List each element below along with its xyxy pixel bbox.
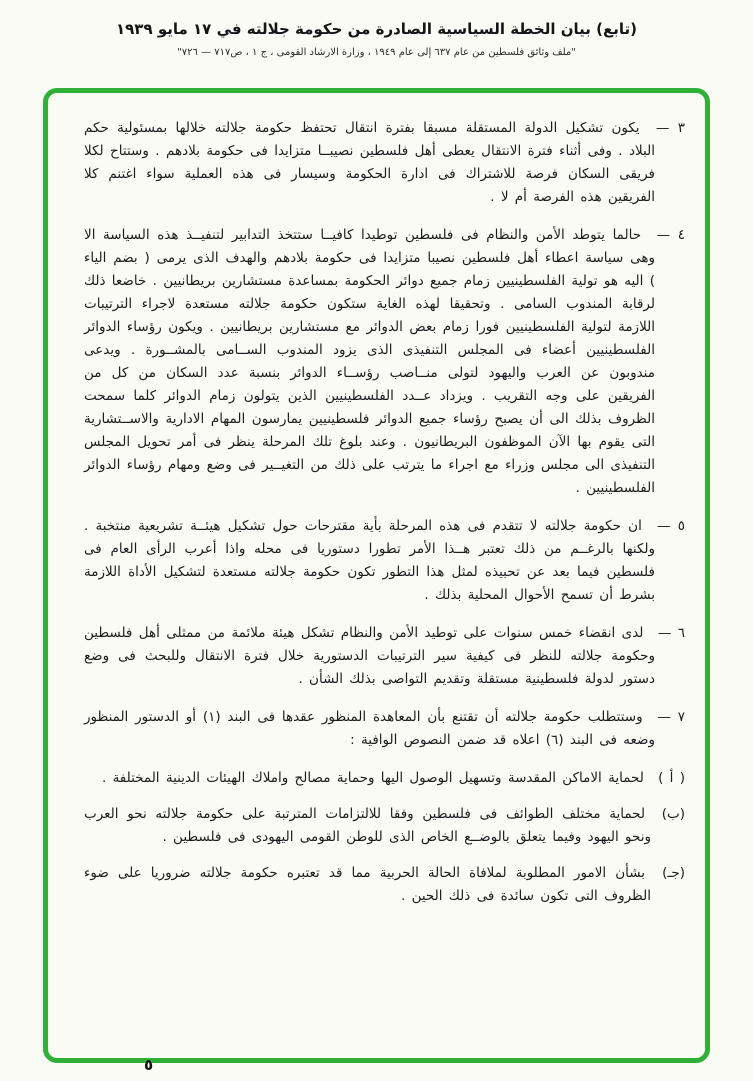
paragraph-6 <box>84 622 685 691</box>
subitem-ba-marker: (ب) <box>661 806 685 822</box>
page-number: ٥ <box>144 1056 154 1074</box>
paragraph-4-text: حالما يتوطد الأمن والنظام فى فلسطين توطيدا كافيــا ستتخذ التدابير لتنفيــذ هذه السياسة الا وهى سياسة اعطاء أهل فلسطين نصيبا متزايدا فى حكومة بلادهم والهدف الذى يرمى ( بضم الياء ) اليه هو تولية الفلسطينيين زمام جميع دوائر الحكومة بمساعدة مستشارين بريطانيين . خاضعا ذلك لرقابة المندوب السامى . وتحقيقا لهذه الغاية ستكون حكومة جلالته مستعدة لاجراء الترتيبات اللازمة لتولية الفلسطينيين فورا زمام بعض الدوائر مع مستشارين بريطانيين . ويكون رؤساء الدوائر الفلسطينيين أعضاء فى المجلس التنفيذى الذى يزود المندوب الســامى بالمشــورة . ويدعى مندوبون عن العرب واليهود لتولى منــاصب رؤســاء الدوائر بنسبة عدد السكان من كل من الفريقين على وجه التقريب . ويزداد عــدد الفلسطينيين الذين يتولون زمام الدوائر كلما سمحت الظروف بذلك الى أن يصبح رؤساء جميع الدوائر فلسطينيين يمارسون المهام الادارية والاســتشارية التى يقوم بها الآن الموظفون البريطانيون . وعند بلوغ تلك المرحلة ينظر فى أمر تحويل المجلس التنفيذى الى مجلس وزراء مع اجراء ما يترتب على ذلك من التغيــير فى وضع ومهام رؤساء الدوائر الفلسطينيين . <box>84 227 655 496</box>
content-frame <box>43 88 710 1063</box>
paragraph-7-text: وستتطلب حكومة جلالته أن تقتنع بأن المعاهدة المنظور عقدها فى البند (١) أو الدستور المنظور وضعه فى البند (٦) اعلاه قد ضمن النصوص الوافية : <box>84 709 655 748</box>
subitem-jeem <box>84 862 685 908</box>
paragraph-6-text: لدى انقضاء خمس سنوات على توطيد الأمن والنظام تشكل هيئة ملائمة من ممثلى أهل فلسطين وحكومة جلالته للنظر فى كيفية سير الترتيبات الدستورية خلال فترة الانتقال وللبحث فى وضع دستور لدولة فلسطينية مستقلة وتقديم التواصى بذلك الشأن . <box>84 625 655 687</box>
paragraph-6-marker: ٦ — <box>657 625 686 641</box>
subitem-ba <box>84 803 685 849</box>
paragraph-3-marker: ٣ — <box>655 120 686 136</box>
document-header <box>0 0 753 58</box>
paragraph-5-marker: ٥ — <box>657 518 685 534</box>
subitem-ba-text: لحماية مختلف الطوائف فى فلسطين وفقا للالتزامات المترتبة على حكومة جلالته نحو العرب ونحو اليهود وفيما يتعلق بالوضــع الخاص الذى للوطن القومى اليهودى فى فلسطين . <box>84 806 651 845</box>
source-reference: "ملف وثائق فلسطين من عام ٦٣٧ إلى عام ١٩٤٩ ، وزارة الارشاد القومى ، ج ١ ، ص٧١٧ — ٧٢٦" <box>177 47 576 58</box>
subitem-jeem-marker: (جـ) <box>662 865 685 881</box>
subitem-jeem-text: بشأن الامور المطلوبة لملافاة الحالة الحربية مما قد تعتبره حكومة جلالته ضروريا على ضوء الظروف التى تكون سائدة فى ذلك الحين . <box>84 865 651 904</box>
paragraph-5 <box>84 515 685 607</box>
subitem-alef-text: لحماية الاماكن المقدسة وتسهيل الوصول اليها وحماية مصالح واملاك الهيئات الدينية المختلفة . <box>101 770 644 786</box>
paragraph-4 <box>84 224 685 500</box>
subitem-alef-marker: ( أ ) <box>658 770 685 786</box>
paragraph-7-marker: ٧ — <box>657 709 685 725</box>
subitem-alef <box>84 767 685 790</box>
page-title: (تابع) بيان الخطة السياسية الصادرة من حكومة جلالته في ١٧ مايو ١٩٣٩ <box>116 20 637 38</box>
paragraph-3 <box>84 117 685 209</box>
paragraph-3-text: يكون تشكيل الدولة المستقلة مسبقا بفترة انتقال تحتفظ حكومة جلالته خلالها بمسئولية حكم البلاد . وفى أثناء فترة الانتقال يعطى أهل فلسطين نصيبــا متزايدا فى حكومة بلادهم . وستتاح لكلا فريقى السكان فرصة للاشتراك فى ادارة الحكومة وسيسار فى هذه العملية سواء اغتنم كلا الفريقين هذه الفرصة أم لا . <box>84 120 655 205</box>
paragraph-5-text: ان حكومة جلالته لا تتقدم فى هذه المرحلة بأية مقترحات حول تشكيل هيئــة تشريعية منتخبة . ولكنها بالرغــم من ذلك تعتبر هــذا الأمر تطورا دستوريا فى محله واذا أعرب الرأى العام فى فلسطين فيما بعد عن تحبيذه لمثل هذا التطور تكون حكومة جلالته مستعدة لتشكيل الأداة اللازمة بشرط أن تسمح الأحوال المحلية بذلك . <box>84 518 655 603</box>
paragraph-4-marker: ٤ — <box>656 227 686 243</box>
paragraph-7 <box>84 706 685 752</box>
